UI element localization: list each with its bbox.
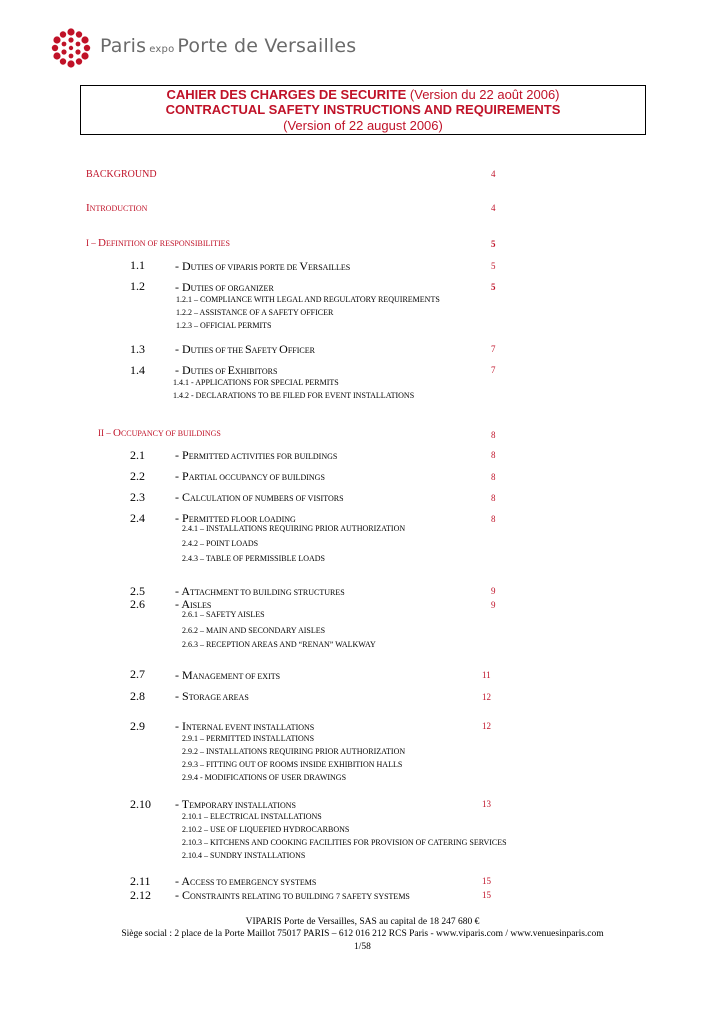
section-number: 2.10 xyxy=(130,797,151,811)
toc-page-number: 12 xyxy=(482,721,491,731)
toc-subsection[interactable]: 1.2.2 – ASSISTANCE OF A SAFETY OFFICER xyxy=(176,308,334,317)
toc-section-2-10[interactable]: - TEMPORARY INSTALLATIONS xyxy=(175,797,296,811)
section-number: 2.2 xyxy=(130,469,145,483)
toc-section-2-6[interactable]: - AISLES xyxy=(175,597,212,611)
toc-subsection[interactable]: 2.4.2 – POINT LOADS xyxy=(182,539,259,548)
toc-subsection[interactable]: 2.10.3 – KITCHENS AND COOKING FACILITIES FOR PROVISION OF CATERING SERVICES xyxy=(182,838,507,847)
toc-section-2-2[interactable]: - PARTIAL OCCUPANCY OF BUILDINGS xyxy=(175,469,325,483)
section-number: 1.1 xyxy=(130,258,145,272)
footer-page-number: 1/58 xyxy=(354,942,371,952)
title-fr-bold: CAHIER DES CHARGES DE SECURITE xyxy=(166,87,407,102)
section-number: 2.11 xyxy=(130,874,151,888)
toc-section-2-8[interactable]: - STORAGE AREAS xyxy=(175,689,249,703)
toc-section-2-7[interactable]: - MANAGEMENT OF EXITS xyxy=(175,668,281,682)
section-number: 1.2 xyxy=(130,279,145,293)
toc-part-1[interactable]: I – DEFINITION OF RESPONSIBILITIES xyxy=(86,237,230,249)
section-number: 2.6 xyxy=(130,597,145,611)
toc-subsection[interactable]: 2.10.1 – ELECTRICAL INSTALLATIONS xyxy=(182,812,322,821)
toc-page-number: 8 xyxy=(491,472,496,482)
toc-section-2-5[interactable]: - ATTACHMENT TO BUILDING STRUCTURES xyxy=(175,584,345,598)
toc-subsection[interactable]: 2.6.2 – MAIN AND SECONDARY AISLES xyxy=(182,626,326,635)
toc-subsection[interactable]: 2.4.3 – TABLE OF PERMISSIBLE LOADS xyxy=(182,554,326,563)
toc-subsection[interactable]: 2.6.1 – SAFETY AISLES xyxy=(182,610,265,619)
viparis-logo-icon xyxy=(51,28,91,68)
toc-section-1-2[interactable]: - DUTIES OF ORGANIZER xyxy=(175,280,274,294)
toc-subsection[interactable]: 2.9.1 – PERMITTED INSTALLATIONS xyxy=(182,734,315,743)
section-number: 2.3 xyxy=(130,490,145,504)
toc-section-1-3[interactable]: - DUTIES OF THE SAFETY OFFICER xyxy=(175,342,315,356)
logo-porte-de-versailles: Porte de Versailles xyxy=(177,35,357,57)
title-en xyxy=(81,102,645,117)
toc-subsection[interactable]: 1.4.1 - APPLICATIONS FOR SPECIAL PERMITS xyxy=(173,378,339,387)
toc-section-2-1[interactable]: - PERMITTED ACTIVITIES FOR BUILDINGS xyxy=(175,448,338,462)
toc-section-2-11[interactable]: - ACCESS TO EMERGENCY SYSTEMS xyxy=(175,874,317,888)
section-number: 2.4 xyxy=(130,511,145,525)
toc-page-number: 11 xyxy=(482,670,491,680)
toc-subsection[interactable]: 2.6.3 – RECEPTION AREAS AND “RENAN” WALKWAY xyxy=(182,640,376,649)
toc-section-2-4[interactable]: - PERMITTED FLOOR LOADING xyxy=(175,511,296,525)
toc-section-2-3[interactable]: - CALCULATION OF NUMBERS OF VISITORS xyxy=(175,490,344,504)
toc-page-number: 8 xyxy=(491,493,496,503)
toc-page-number: 8 xyxy=(491,514,496,524)
toc-part-2[interactable]: II – OCCUPANCY OF BUILDINGS xyxy=(98,427,221,439)
title-box xyxy=(80,85,646,135)
toc-page-number: 9 xyxy=(491,586,496,596)
section-number: 2.7 xyxy=(130,667,145,681)
toc-page-number: 13 xyxy=(482,799,491,809)
logo-paris: Paris xyxy=(100,35,147,57)
toc-page-number: 8 xyxy=(491,430,496,440)
section-number: 2.9 xyxy=(130,719,145,733)
toc-subsection[interactable]: 1.2.3 – OFFICIAL PERMITS xyxy=(176,321,272,330)
toc-page-number: 9 xyxy=(491,600,496,610)
toc-section-1-1[interactable]: - DUTIES OF VIPARIS PORTE DE VERSAILLES xyxy=(175,259,351,273)
section-number: 2.8 xyxy=(130,689,145,703)
toc-page-number: 4 xyxy=(491,203,496,213)
toc-subsection[interactable]: 2.9.4 - MODIFICATIONS OF USER DRAWINGS xyxy=(182,773,347,782)
section-number: 2.12 xyxy=(130,888,151,902)
toc-page-number: 12 xyxy=(482,692,491,702)
section-number: 2.1 xyxy=(130,448,145,462)
toc-background[interactable]: BACKGROUND xyxy=(86,169,157,180)
toc-page-number: 5 xyxy=(491,282,496,292)
toc-page-number: 15 xyxy=(482,890,491,900)
toc-introduction[interactable]: INTRODUCTION xyxy=(86,202,148,214)
toc-subsection[interactable]: 2.10.4 – SUNDRY INSTALLATIONS xyxy=(182,851,306,860)
logo-text xyxy=(100,35,356,57)
title-en-version: (Version of 22 august 2006) xyxy=(283,118,443,133)
title-fr xyxy=(81,87,645,102)
section-number: 2.5 xyxy=(130,584,145,598)
toc-page-number: 8 xyxy=(491,450,496,460)
title-en-bold: CONTRACTUAL SAFETY INSTRUCTIONS AND REQUIREMENTS xyxy=(165,102,561,117)
footer-company-line: VIPARIS Porte de Versailles, SAS au capital de 18 247 680 € xyxy=(245,917,480,927)
toc-section-1-4[interactable]: - DUTIES OF EXHIBITORS xyxy=(175,363,278,377)
toc-page-number: 4 xyxy=(491,169,496,179)
toc-page-number: 7 xyxy=(491,344,496,354)
toc-page-number: 5 xyxy=(491,239,496,249)
toc-subsection[interactable]: 2.9.2 – INSTALLATIONS REQUIRING PRIOR AUTHORIZATION xyxy=(182,747,406,756)
toc-subsection[interactable]: 2.4.1 – INSTALLATIONS REQUIRING PRIOR AUTHORIZATION xyxy=(182,524,406,533)
logo-expo: expo xyxy=(149,44,175,55)
toc-page-number: 7 xyxy=(491,365,496,375)
toc-section-2-9[interactable]: - INTERNAL EVENT INSTALLATIONS xyxy=(175,719,315,733)
title-fr-version: (Version du 22 août 2006) xyxy=(409,87,560,102)
toc-page-number: 15 xyxy=(482,876,491,886)
toc-page-number: 5 xyxy=(491,261,496,271)
toc-subsection[interactable]: 2.10.2 – USE OF LIQUEFIED HYDROCARBONS xyxy=(182,825,350,834)
toc-section-2-12[interactable]: - CONSTRAINTS RELATING TO BUILDING 7 SAFETY SYSTEMS xyxy=(175,888,410,902)
toc-subsection[interactable]: 2.9.3 – FITTING OUT OF ROOMS INSIDE EXHIBITION HALLS xyxy=(182,760,403,769)
footer-address-line: Siège social : 2 place de la Porte Maillot 75017 PARIS – 612 016 212 RCS Paris - www.viparis.com / www.venuesinparis.com xyxy=(121,929,604,939)
toc-subsection[interactable]: 1.4.2 - DECLARATIONS TO BE FILED FOR EVENT INSTALLATIONS xyxy=(173,391,415,400)
section-number: 1.3 xyxy=(130,342,145,356)
section-number: 1.4 xyxy=(130,363,145,377)
toc-subsection[interactable]: 1.2.1 – COMPLIANCE WITH LEGAL AND REGULATORY REQUIREMENTS xyxy=(176,295,440,304)
